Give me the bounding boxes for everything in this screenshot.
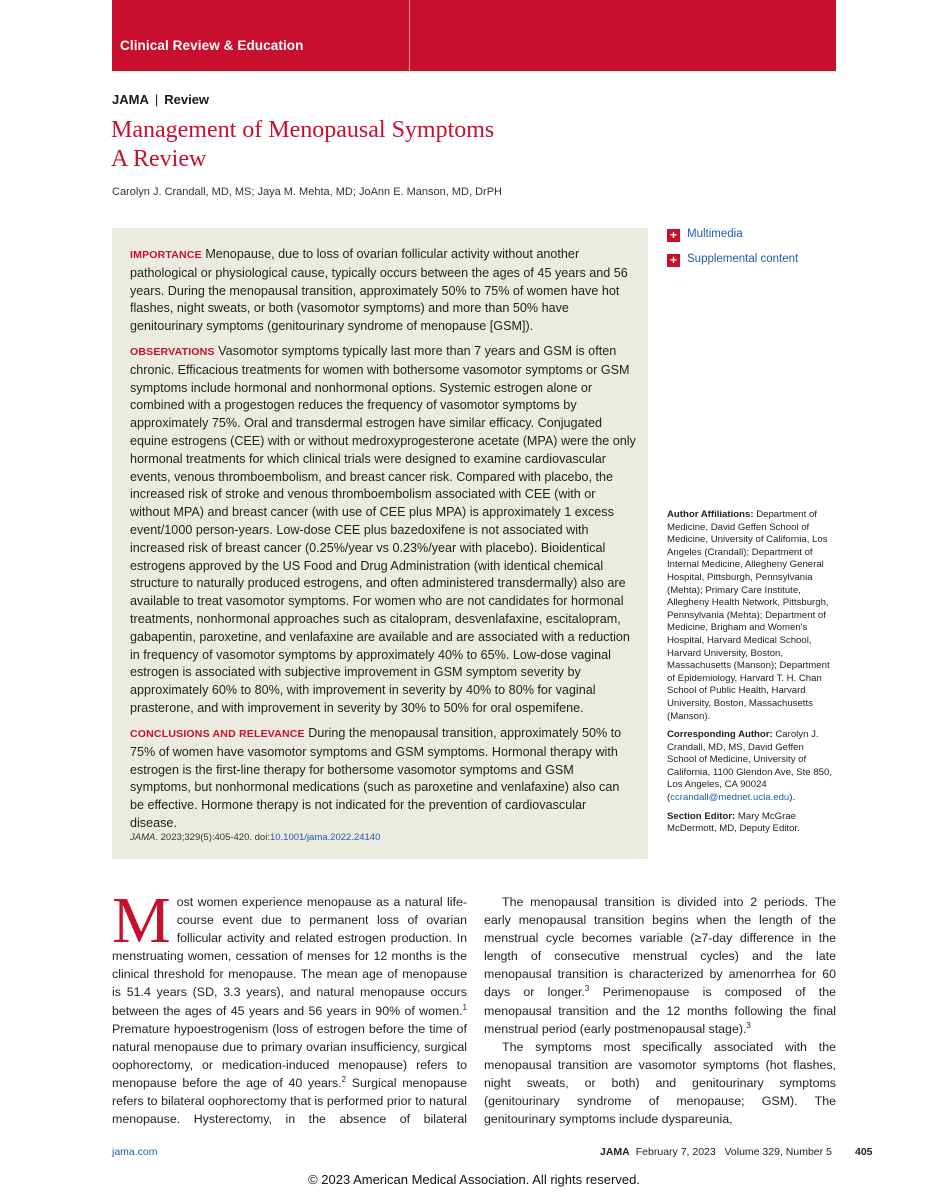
body-column-left — [112, 893, 467, 1130]
body-text: ost women experience menopause as a natural life-course event due to permanent loss of ovarian follicular activity and related estrogen production. In menstruating women, cessation of menses for 12 months is the clinical threshold for menopause. The mean age of menopause is 51.4 years (SD, 3.3 years), and natural menopause occurs between the ages of 45 years and 56 years in 90% of women. — [112, 895, 467, 1018]
citation-journal: JAMA — [130, 832, 156, 843]
importance-text: Menopause, due to loss of ovarian follicular activity without another pathological or physiological cause, typically occurs between the ages of 45 years and 56 years. During the menopausal transition, approximately 50% to 75% of women have hot flashes, night sweats, or both (vasomotor symptoms) and more than 50% have genitourinary symptoms (genitourinary syndrome of menopause [GSM]). — [130, 247, 628, 334]
corresponding-text: Carolyn J. Crandall, MD, MS, David Geffen School of Medicine, University of California, 1100 Glendon Ave, Ste 850, Los Angeles, CA 90024 — [667, 729, 832, 791]
body-paragraph-1 — [112, 893, 467, 1130]
plus-icon: + — [667, 254, 680, 267]
supplemental-label: Supplemental content — [687, 253, 799, 265]
journal-line — [112, 92, 209, 107]
supplemental-content-link[interactable] — [667, 253, 798, 267]
citation-ref: . 2023;329(5):405-420. doi: — [155, 832, 270, 843]
author-affiliations — [667, 509, 835, 842]
multimedia-label: Multimedia — [687, 228, 743, 240]
body-text: Premature hypoestrogenism (loss of estrogen before the time of natural menopause due to primary ovarian insufficiency, surgical oophorectomy, or medication-induced menopause) refers to menopause before the age of 40 years. — [112, 1021, 467, 1090]
section-editor-heading: Section Editor: — [667, 810, 736, 822]
plus-icon: + — [667, 229, 680, 242]
reference-sup: 2 — [341, 1074, 347, 1084]
title-line-1: Management of Menopausal Symptoms — [111, 117, 495, 143]
observations-text: Vasomotor symptoms typically last more than 7 years and GSM is often chronic. Efficacious treatments for women with bothersome vasomotor symptoms or GSM symptoms include hormonal and nonhormonal options. Systemic estrogen alone or combined with a progestogen reduces the frequency of vasomotor symptoms by approximately 75%. Oral and transdermal estrogen have similar efficacy. Conjugated equine estrogens (CEE) with or without medroxyprogesterone acetate (MPA) were the only hormonal treatments for which clinical trials were designed to examine cardiovascular events, venous thromboembolism, and breast cancer risk. Compared with placebo, the increased risk of stroke and venous thromboembolism associated with CEE (with or without MPA) and breast cancer (with use of CEE plus MPA) is approximately 1 excess event/1000 person-years. Low-dose CEE plus bazedoxifene is not associated with increased risk of breast cancer (0.25%/year vs 0.23%/year with placebo). Bioidentical estrogens approved by the US Food and Drug Administration (with identical chemical structure to naturally produced estrogens, and often administered transdermally) also are available to treat vasomotor symptoms. For women who are not candidates for hormonal treatments, nonhormonal approaches such as citalopram, desvenlafaxine, escitalopram, gabapentin, paroxetine, and venlafaxine are available and are associated with a reduction in frequency of vasomotor symptoms by approximately 40% to 65%. Low-dose vaginal estrogen is associated with subjective improvement in GSM symptom severity by approximately 60% to 80%, with improvement in severity by 40% to 80% for vaginal prasterone, and with improvement in severity by 30% to 50% for oral ospemifene. — [130, 344, 636, 715]
abstract-importance — [130, 246, 636, 336]
section-editor-text: Mary McGrae McDermott, MD, Deputy Editor. — [667, 810, 800, 835]
citation — [130, 832, 380, 843]
corresponding-email[interactable]: ccrandall@mednet.ucla.edu — [670, 792, 790, 804]
section-label: Clinical Review & Education — [120, 38, 304, 53]
conclusions-text: During the menopausal transition, approximately 50% to 75% of women have vasomotor symptoms and GSM symptoms. Hormonal therapy with estrogen is the first-line therapy for bothersome vasomotor symptoms and GSM symptoms, but nonhormonal medications (such as paroxetine and venlafaxine) also can be effective. Hormone therapy is not indicated for the prevention of cardiovascular disease. — [130, 726, 622, 830]
website-link[interactable]: jama.com — [112, 1146, 158, 1158]
footer-issue: February 7, 2023 Volume 329, Number 5 — [635, 1146, 832, 1158]
body-paragraph-3: The symptoms most specifically associated with the menopausal transition are vasomotor symptoms (hot flashes, night sweats, or both) and genitourinary symptoms (genitourinary syndrome of menopause; GSM). The genitourinary symptoms include dyspareunia, — [484, 1039, 836, 1127]
journal-name: JAMA — [112, 92, 149, 107]
copyright: © 2023 American Medical Association. All rights reserved. — [308, 1172, 640, 1187]
body-column-right — [484, 893, 836, 1130]
reference-sup: 1 — [462, 1002, 467, 1012]
conclusions-heading: CONCLUSIONS AND RELEVANCE — [130, 728, 305, 740]
abstract-box — [112, 228, 648, 859]
page-number: 405 — [855, 1146, 873, 1158]
drop-cap: M — [112, 893, 171, 957]
article-title — [111, 116, 494, 174]
abstract-observations — [130, 343, 636, 718]
body-text: Perimenopause is composed of the menopausal transition and the 12 months following the final menstrual period (early postmenopausal stage). — [484, 985, 836, 1036]
affiliations-heading: Author Affiliations: — [667, 509, 754, 520]
multimedia-link[interactable] — [667, 228, 743, 242]
title-line-2: A Review — [111, 146, 207, 172]
observations-heading: OBSERVATIONS — [130, 346, 215, 358]
footer-journal: JAMA — [600, 1146, 630, 1158]
doi-link[interactable]: 10.1001/jama.2022.24140 — [269, 832, 381, 843]
affiliations-block — [667, 509, 835, 723]
body-text: The menopausal transition is divided into 2 periods. The early menopausal transition begins when the length of the menstrual cycle becomes variable (≥7-day difference in the length of consecutive menstrual cycles) and the late menopausal transition is characterized by amenorrhea for 60 days or longer. — [484, 895, 836, 1000]
section-editor-block — [667, 811, 835, 836]
reference-sup: 3 — [746, 1020, 751, 1030]
author-list: Carolyn J. Crandall, MD, MS; Jaya M. Mehta, MD; JoAnn E. Manson, MD, DrPH — [112, 186, 503, 198]
journal-separator: | — [154, 92, 159, 107]
corresponding-block: Corresponding Author: Carolyn J. Crandall, MD, MS, David Geffen School of Medicine, University of California, 1100 Glendon Ave, Ste 850, Los Angeles, CA 90024 (ccrandall@mednet.ucla.edu). — [667, 729, 832, 804]
body-text: Surgical menopause refers to bilateral oophorectomy that is performed prior to natural menopause. Hysterectomy, in the absence of bilateral — [112, 1075, 467, 1127]
corresponding-heading: Corresponding Author: — [667, 729, 773, 741]
issue-info — [600, 1146, 832, 1158]
affiliations-text: Department of Medicine, David Geffen School of Medicine, University of California, Los Angeles (Crandall); Department of Internal Medicine, Allegheny General Hospital, Pittsburgh, Pennsylvania (Mehta); Primary Care Institute, Allegheny Health Network, Pittsburgh, Pennsylvania (Mehta); Department of Medicine, Brigham and Women's Hospital, Harvard Medical School, Harvard University, Boston, Massachusetts (Manson); Department of Epidemiology, Harvard T. H. Chan School of Public Health, Harvard University, Boston, Massachusetts (Manson). — [667, 509, 830, 722]
article-type: Review — [164, 92, 210, 107]
section-banner — [112, 0, 836, 71]
body-paragraph-2 — [484, 893, 836, 1038]
banner-divider — [409, 0, 410, 71]
reference-sup: 3 — [584, 984, 590, 994]
importance-heading: IMPORTANCE — [130, 249, 202, 261]
abstract-conclusions — [130, 725, 636, 833]
